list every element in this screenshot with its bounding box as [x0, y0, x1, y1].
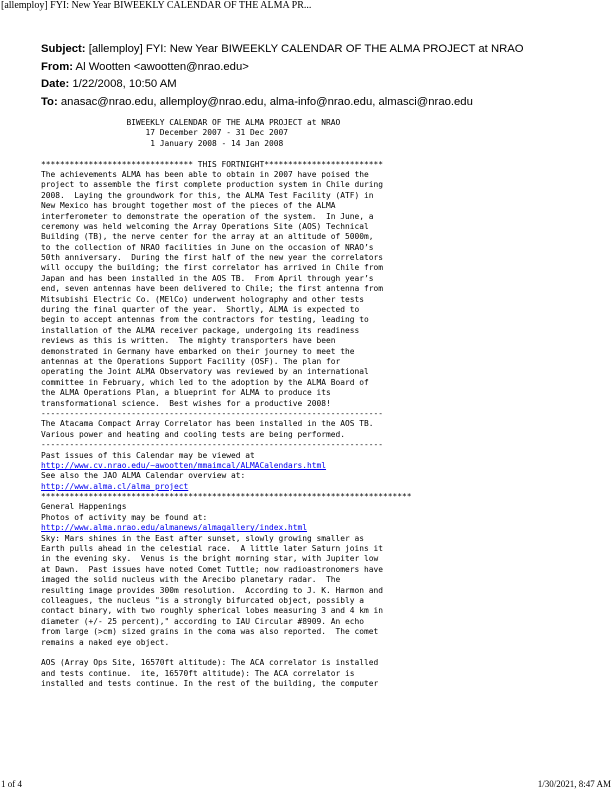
page-number: 1 of 4	[1, 779, 22, 789]
body-line: Photos of activity may be found at:	[41, 512, 208, 522]
body-link-0[interactable]: http://www.cv.nrao.edu/~awootten/mmaimcal/ALMACalendars.html	[41, 460, 327, 470]
body-line: 17 December 2007 - 31 Dec 2007	[41, 128, 289, 138]
body-line: Various power and heating and cooling tests are being performed.	[41, 429, 346, 439]
email-body	[41, 118, 601, 689]
body-line: ------------------------------------------------------------------------	[41, 440, 384, 450]
to-row	[41, 94, 601, 112]
body-line: project to assemble the first complete production system in Chile during	[41, 180, 384, 190]
body-link-1[interactable]: http://www.alma.cl/alma_project	[41, 481, 189, 491]
body-line: AOS (Array Ops Site, 16570ft altitude): The ACA correlator is installed	[41, 658, 379, 668]
body-line: Japan and has been installed in the AOS TB. From April through year’s	[41, 273, 374, 283]
body-link-2[interactable]: http://www.alma.nrao.edu/almanews/almagallery/index.html	[41, 523, 308, 533]
date-value: 1/22/2008, 10:50 AM	[72, 78, 177, 90]
body-line: New Mexico has brought together most of the pieces of the ALMA	[41, 201, 336, 211]
to-value: anasac@nrao.edu, allemploy@nrao.edu, alma-info@nrao.edu, almasci@nrao.edu	[60, 95, 473, 108]
date-label: Date:	[41, 78, 70, 90]
body-line: 1 January 2008 - 14 Jan 2008	[41, 138, 284, 148]
body-line: at Dawn. Past issues have noted Comet Tuttle; now radioastronomers have	[41, 564, 384, 574]
print-datetime: 1/30/2021, 8:47 AM	[537, 779, 611, 789]
body-line: ******************************************************************************	[41, 492, 412, 502]
from-label: From:	[41, 60, 74, 73]
body-line: installation of the ALMA receiver package, undergoing its readiness	[41, 325, 360, 335]
subject-label: Subject:	[41, 43, 86, 55]
body-line: the ALMA Operations Plan, a blueprint for ALMA to produce its	[41, 388, 331, 398]
body-line: See also the JAO ALMA Calendar overview at:	[41, 471, 246, 481]
body-line: BIWEEKLY CALENDAR OF THE ALMA PROJECT at NRAO	[41, 118, 341, 127]
subject-value: [allemploy] FYI: New Year BIWEEKLY CALENDAR OF THE ALMA PROJECT at NRAO	[88, 43, 524, 55]
body-line: demonstrated in Germany have embarked on their journey to meet the	[41, 346, 355, 356]
body-line: during the final quarter of the year. Shortly, ALMA is expected to	[41, 305, 360, 315]
body-line: operating the Joint ALMA Observatory was reviewed by an international	[41, 367, 369, 377]
body-line: committee in February, which led to the adoption by the ALMA Board of	[41, 377, 369, 387]
body-line: to the collection of NRAO facilities in June on the occasion of NRAO’s	[41, 242, 374, 252]
body-line: resulting image provides 300m resolution. According to J. K. Harmon and	[41, 585, 384, 595]
body-line: ------------------------------------------------------------------------	[41, 408, 384, 418]
body-line: from large (>cm) sized grains in the coma was also reported. The comet	[41, 627, 379, 637]
body-line	[41, 149, 601, 159]
body-line: Sky: Mars shines in the East after sunset, slowly growing smaller as	[41, 533, 365, 543]
body-line: in the evening sky. Venus is the bright morning star, with Jupiter low	[41, 554, 379, 564]
body-line: 2008. Laying the groundwork for this, the ALMA Test Facility (ATF) in	[41, 190, 374, 200]
body-line: interferometer to demonstrate the operation of the system. In June, a	[41, 211, 374, 221]
email-header	[41, 41, 601, 111]
body-line	[41, 648, 601, 658]
body-line: The achievements ALMA has been able to obtain in 2007 have poised the	[41, 169, 369, 179]
body-line: ******************************** THIS FORTNIGHT*************************	[41, 159, 384, 169]
from-value: Al Wootten <awootten@nrao.edu>	[75, 60, 249, 73]
body-line: 50th anniversary. During the first half of the new year the correlators	[41, 253, 384, 263]
body-line: remains a naked eye object.	[41, 637, 170, 647]
body-line: reviews as this is written. The mighty transporters have been	[41, 336, 336, 346]
body-line: ceremony was held welcoming the Array Operations Site (AOS) Technical	[41, 221, 369, 231]
body-line: installed and tests continue. In the rest of the building, the computer	[41, 679, 379, 689]
body-line: imaged the solid nucleus with the Arecibo planetary radar. The	[41, 575, 341, 585]
body-line: The Atacama Compact Array Correlator has been installed in the AOS TB.	[41, 419, 374, 429]
body-line: transformational science. Best wishes for a productive 2008!	[41, 398, 331, 408]
body-line: Earth pulls ahead in the celestial race. A little later Saturn joins it	[41, 544, 384, 554]
body-line: begin to accept antennas from the contractors for testing, leading to	[41, 315, 369, 325]
body-line: colleagues, the nucleus "is a strongly bifurcated object, possibly a	[41, 595, 365, 605]
body-line: diameter (+/- 25 percent)," according to IAU Circular #8909. An echo	[41, 616, 365, 626]
body-line: antennas at the Operations Support Facility (OSF). The plan for	[41, 356, 341, 366]
body-line: end, seven antennas have been delivered to Chile; the first antenna from	[41, 284, 384, 294]
date-row	[41, 76, 601, 94]
body-line: will occupy the building; the first correlator has arrived in Chile from	[41, 263, 384, 273]
print-header-title: [allemploy] FYI: New Year BIWEEKLY CALENDAR OF THE ALMA PR...	[1, 0, 312, 11]
body-line: and tests continue. ite, 16570ft altitude): The ACA correlator is	[41, 668, 355, 678]
body-line: Building (TB), the nerve center for the array at an altitude of 5000m,	[41, 232, 374, 242]
body-line: General Happenings	[41, 502, 127, 512]
body-line: contact binary, with two roughly spherical lobes measuring 3 and 4 km in	[41, 606, 384, 616]
body-line: Past issues of this Calendar may be viewed at	[41, 450, 255, 460]
from-row	[41, 59, 601, 77]
body-line: Mitsubishi Electric Co. (MElCo) underwent holography and other tests	[41, 294, 365, 304]
subject-row	[41, 41, 601, 59]
to-label: To:	[41, 95, 58, 108]
